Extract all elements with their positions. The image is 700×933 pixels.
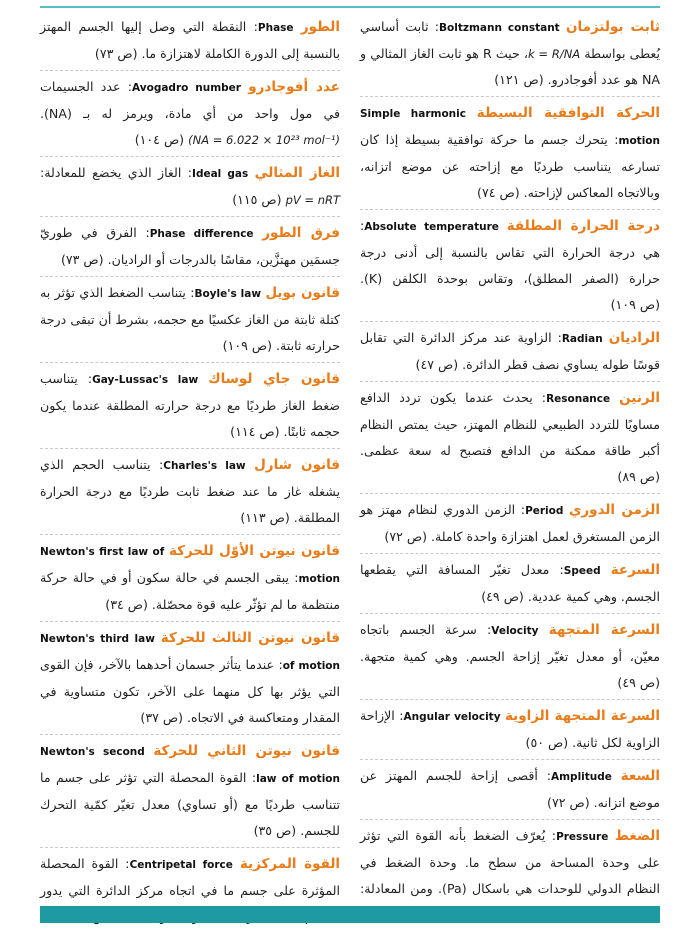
glossary-entry: ثابت بولتزمان Boltzmann constant: ثابت أساسي يُعطى بواسطة k = R/NA، حيث R هو ثابت الغاز المثالي و NA هو عدد أفوجادرو. (ص ١٢١) xyxy=(360,14,660,97)
page-reference: (ص ١١٣) xyxy=(240,510,290,525)
page-reference: (ص ١١٥) xyxy=(232,192,282,207)
glossary-entry: درجة الحرارة المطلقة Absolute temperature: هي درجة الحرارة التي تقاس بالنسبة إلى أدنى درجة حرارة (الصفر المطلق)، وتقاس بوحدة الكلفن (K). (ص ١٠٩) xyxy=(360,213,660,322)
page-reference: (ص ٤٩) xyxy=(617,675,660,690)
page-reference: (ص ١٠٩) xyxy=(610,297,660,312)
page-reference: (ص ٧٢) xyxy=(547,795,590,810)
glossary-entry: الراديان Radian: الزاوية عند مركز الدائرة التي تقابل قوسًا طوله يساوي نصف قطر الدائرة. (ص ٤٧) xyxy=(360,325,660,382)
glossary-definition: يبقى الجسم في حالة سكون أو في حالة حركة منتظمة ما لم تؤثّر عليه قوة محصّلة. xyxy=(40,570,340,612)
glossary-entry: الرنين Resonance: يحدث عندما يكون تردد الدافع مساويًا للتردد الطبيعي للنظام المهتز، حيث يمتص النظام أكبر طاقة ممكنة من الدافع فتصبح له سعة عظمى. (ص ٨٩) xyxy=(360,385,660,494)
page-reference: (ص ٤٩) xyxy=(481,589,524,604)
glossary-entry: الغاز المثالي Ideal gas: الغاز الذي يخضع للمعادلة: pV = nRT (ص ١١٥) xyxy=(40,160,340,217)
glossary-entry: قانون جاي لوساك Gay-Lussac's law: يتناسب ضغط الغاز طرديًا مع درجة حرارته المطلقة عندما يكون حجمه ثابتًا. (ص ١١٤) xyxy=(40,366,340,449)
glossary-term-english: Radian xyxy=(561,333,603,345)
glossary-definition: أقصى إزاحة للجسم المهتز عن موضع اتزانه. xyxy=(360,768,660,810)
page-reference: (ص ١٠٤) xyxy=(134,132,185,147)
glossary-entry: قانون شارل Charles's law: يتناسب الحجم الذي يشغله غاز ما عند ضغط ثابت طرديًا مع درجة الحرارة المطلقة. (ص ١١٣) xyxy=(40,452,340,535)
page-reference: (ص ٧٣) xyxy=(94,46,138,61)
glossary-term: السعة xyxy=(620,768,660,784)
glossary-term-english: Speed xyxy=(563,565,601,577)
page-reference: (ص ٥٠) xyxy=(525,735,569,750)
glossary-entry: السرعة المتجهة Velocity: سرعة الجسم باتجاه معيّن، أو معدل تغيّر إزاحة الجسم. وهي كمية متجهة. (ص ٤٩) xyxy=(360,617,660,700)
glossary-entry: الطور Phase: النقطة التي وصل إليها الجسم المهتز بالنسبة إلى الدورة الكاملة لاهتزازة ما. (ص ٧٣) xyxy=(40,14,340,71)
glossary-term-english: Absolute temperature xyxy=(364,221,499,233)
glossary-definition: يتناسب ضغط الغاز طرديًا مع درجة حرارته المطلقة عندما يكون حجمه ثابتًا. xyxy=(40,371,340,439)
glossary-definition: يتناسب الحجم الذي يشغله غاز ما عند ضغط ثابت طرديًا مع درجة الحرارة المطلقة. xyxy=(40,457,340,525)
glossary-term-english: Centripetal force xyxy=(129,859,233,871)
glossary-entry: عدد أفوجادرو Avogadro number: عدد الجسيمات في مول واحد من أي مادة، ويرمز له بـ (NA). (NA = 6.022 × 10²³ mol⁻¹) (ص ١٠٤) xyxy=(40,74,340,157)
glossary-term-english: Amplitude xyxy=(550,771,612,783)
page-reference: (ص ٣٤) xyxy=(105,597,148,612)
glossary-term: ثابت بولتزمان xyxy=(566,19,660,35)
glossary-term: عدد أفوجادرو xyxy=(248,79,341,95)
glossary-term: الغاز المثالي xyxy=(254,165,340,181)
glossary-term: الراديان xyxy=(608,330,660,346)
glossary-term-english: Resonance xyxy=(546,393,611,405)
glossary-term: القوة المركزية xyxy=(239,856,341,872)
glossary-term: الطور xyxy=(300,19,340,35)
glossary-entry: الزمن الدوري Period: الزمن الدوري لنظام مهتز هو الزمن المستغرق لعمل اهتزازة واحدة كاملة. (ص ٧٢) xyxy=(360,497,660,554)
glossary-term: قانون بويل xyxy=(265,285,340,301)
page-reference: (ص ٧٤) xyxy=(477,185,520,200)
glossary-formula: pV = nRT xyxy=(285,193,340,207)
glossary-definition: هي درجة الحرارة التي تقاس بالنسبة إلى أدنى درجة حرارة (الصفر المطلق)، وتقاس بوحدة الكلفن (K). xyxy=(360,245,660,286)
glossary-term-english: Angular velocity xyxy=(403,711,501,723)
glossary-definition-cont: ، حيث R هو ثابت الغاز المثالي و NA هو عدد أفوجادرو. xyxy=(360,46,660,87)
glossary-entry: الحركة التوافقية البسيطة Simple harmonic motion: يتحرك جسم ما حركة توافقية بسيطة إذا كان تسارعه يتناسب طرديًا مع إزاحته عن موضع اتزانه، وبالاتجاه المعاكس لإزاحته. (ص ٧٤) xyxy=(360,100,660,210)
glossary-definition: الفرق في طوريّ جسمَين مهتزَّين، مقاسًا بالدرجات أو الراديان. xyxy=(40,225,340,267)
glossary-term-english: Velocity xyxy=(491,625,539,637)
glossary-definition: الزمن الدوري لنظام مهتز هو الزمن المستغرق لعمل اهتزازة واحدة كاملة. xyxy=(360,502,660,544)
glossary-term: فرق الطور xyxy=(262,225,341,241)
glossary-entry: قانون نيوتن الثالث للحركة Newton's third law of motion: عندما يتأثر جسمان أحدهما بالآخر، فإن القوى التي يؤثر بها كل منهما على الآخر، تكون متساوية في المقدار ومتعاكسة في الاتجاه. (ص ٣٧) xyxy=(40,625,340,735)
glossary-term-english: Newton's third law of motion xyxy=(40,633,340,672)
glossary-entry: السرعة المتجهة الزاوية Angular velocity: الإزاحة الزاوية لكل ثانية. (ص ٥٠) xyxy=(360,703,660,760)
glossary-term: السرعة المتجهة الزاوية xyxy=(505,708,660,724)
glossary-definition: القوة المحصلة المؤثرة على جسم ما في اتجاه مركز الدائرة التي يدور xyxy=(40,856,340,898)
glossary-term-english: Period xyxy=(525,505,564,517)
glossary-term: قانون شارل xyxy=(254,457,341,473)
glossary-column-right xyxy=(360,14,660,900)
glossary-term-english: Phase difference xyxy=(149,228,254,240)
glossary-formula: (NA = 6.022 × 10²³ mol⁻¹) xyxy=(188,133,340,147)
glossary-term: الزمن الدوري xyxy=(569,502,660,518)
glossary-term: الضغط xyxy=(614,828,660,844)
glossary-term-english: Gay-Lussac's law xyxy=(92,374,199,386)
glossary-term-english: Ideal gas xyxy=(192,168,249,180)
glossary-definition: يتحرك جسم ما حركة توافقية بسيطة إذا كان تسارعه يتناسب طرديًا مع إزاحته عن موضع اتزانه، وبالاتجاه المعاكس لإزاحته. xyxy=(360,132,660,200)
glossary-term: درجة الحرارة المطلقة xyxy=(506,218,660,234)
glossary-term: الرنين xyxy=(619,390,660,406)
glossary-term-english: Boyle's law xyxy=(194,288,262,300)
glossary-definition: القوة المحصلة التي تؤثر على جسم ما تتناسب طرديًا مع (أو تساوي) معدل تغيّر كمّية التحرك للجسم. xyxy=(40,770,340,838)
glossary-term-english: Newton's second law of motion xyxy=(40,746,340,785)
glossary-term-english: Phase xyxy=(257,22,294,34)
glossary-term: قانون نيوتن الأوّل للحركة xyxy=(169,543,340,559)
glossary-term-english: Charles's law xyxy=(163,460,246,472)
page-reference: (ص ١١٤) xyxy=(230,424,280,439)
glossary-page xyxy=(40,14,660,900)
glossary-definition: الزاوية عند مركز الدائرة التي تقابل قوسًا طوله يساوي نصف قطر الدائرة. xyxy=(360,330,660,372)
glossary-term: السرعة xyxy=(610,562,660,578)
glossary-entry: قانون نيوتن الثاني للحركة Newton's second law of motion: القوة المحصلة التي تؤثر على جسم ما تتناسب طرديًا مع (أو تساوي) معدل تغيّر كمّية التحرك للجسم. (ص ٣٥) xyxy=(40,738,340,848)
page-reference: (ص ٧٢) xyxy=(384,529,428,544)
glossary-entry: السعة Amplitude: أقصى إزاحة للجسم المهتز عن موضع اتزانه. (ص ٧٢) xyxy=(360,763,660,820)
page-reference: (ص ٨٩) xyxy=(617,469,660,484)
page-reference: (ص ١٠٩) xyxy=(222,338,273,353)
glossary-entry: قانون نيوتن الأوّل للحركة Newton's first law of motion: يبقى الجسم في حالة سكون أو في حالة حركة منتظمة ما لم تؤثّر عليه قوة محصّلة. (ص ٣٤) xyxy=(40,538,340,622)
page-reference: (ص ٤٧) xyxy=(415,357,459,372)
glossary-entry: الضغط Pressure: يُعرّف الضغط بأنه القوة التي تؤثر على وحدة المساحة من سطح ما. وحدة الضغط في النظام الدولي للوحدات هي باسكال (Pa). ومن المعادلة: xyxy=(360,823,660,931)
glossary-definition: ثابت أساسي يُعطى بواسطة xyxy=(360,19,660,61)
glossary-term-english: Boltzmann constant xyxy=(439,22,560,34)
page-reference: (ص ٧٣) xyxy=(60,252,104,267)
glossary-entry: قانون بويل Boyle's law: يتناسب الضغط الذي تؤثر به كتلة ثابتة من الغاز عكسيًا مع حجمه، بشرط أن تبقى درجة حرارته ثابتة. (ص ١٠٩) xyxy=(40,280,340,363)
glossary-term: قانون نيوتن الثاني للحركة xyxy=(153,743,340,759)
glossary-definition: الإزاحة الزاوية لكل ثانية. xyxy=(360,708,660,750)
top-rule xyxy=(40,6,660,8)
glossary-entry: السرعة Speed: معدل تغيّر المسافة التي يقطعها الجسم. وهي كمية عددية. (ص ٤٩) xyxy=(360,557,660,614)
glossary-entry: فرق الطور Phase difference: الفرق في طوريّ جسمَين مهتزَّين، مقاسًا بالدرجات أو الراديان. (ص ٧٣) xyxy=(40,220,340,277)
glossary-definition: النقطة التي وصل إليها الجسم المهتز بالنسبة إلى الدورة الكاملة لاهتزازة ما. xyxy=(40,19,340,61)
glossary-definition: الغاز الذي يخضع للمعادلة: xyxy=(40,165,182,180)
glossary-term: قانون نيوتن الثالث للحركة xyxy=(160,630,340,646)
glossary-term: قانون جاي لوساك xyxy=(208,371,340,387)
glossary-term-english: Pressure xyxy=(556,831,609,843)
page-reference: (ص ١٢١) xyxy=(494,72,544,87)
glossary-term-english: Simple harmonic motion xyxy=(360,108,660,147)
glossary-term: الحركة التوافقية البسيطة xyxy=(476,105,660,121)
glossary-entry: القوة المركزية Centripetal force: القوة المحصلة المؤثرة على جسم ما في اتجاه مركز الدائرة التي يدور xyxy=(40,851,340,933)
page-reference: (ص ٣٥) xyxy=(253,823,297,838)
glossary-definition: عندما يتأثر جسمان أحدهما بالآخر، فإن القوى التي يؤثر بها كل منهما على الآخر، تكون متساوية في المقدار ومتعاكسة في الاتجاه. xyxy=(40,657,340,725)
page-reference: (ص ٣٧) xyxy=(140,710,183,725)
bottom-band xyxy=(40,906,660,923)
glossary-term-english: Avogadro number xyxy=(132,82,241,94)
glossary-formula: k = R/NA xyxy=(528,47,581,61)
glossary-definition: عدد الجسيمات في مول واحد من أي مادة، ويرمز له بـ (NA). xyxy=(40,79,340,121)
glossary-definition: يحدث عندما يكون تردد الدافع مساويًا للتردد الطبيعي للنظام المهتز، حيث يمتص النظام أكبر طاقة ممكنة من الدافع فتصبح له سعة عظمى. xyxy=(360,390,660,458)
glossary-definition: سرعة الجسم باتجاه معيّن، أو معدل تغيّر إزاحة الجسم. وهي كمية متجهة. xyxy=(360,622,660,664)
glossary-definition: معدل تغيّر المسافة التي يقطعها الجسم. وهي كمية عددية. xyxy=(360,562,660,604)
glossary-definition: يتناسب الضغط الذي تؤثر به كتلة ثابتة من الغاز عكسيًا مع حجمه، بشرط أن تبقى درجة حرارته ثابتة. xyxy=(40,285,340,353)
glossary-term: السرعة المتجهة xyxy=(548,622,660,638)
glossary-definition: يُعرّف الضغط بأنه القوة التي تؤثر على وحدة المساحة من سطح ما. وحدة الضغط في النظام الدولي للوحدات هي باسكال (Pa). ومن المعادلة: xyxy=(360,828,660,896)
glossary-term-english: Newton's first law of motion xyxy=(40,546,341,585)
glossary-column-left xyxy=(40,14,340,900)
